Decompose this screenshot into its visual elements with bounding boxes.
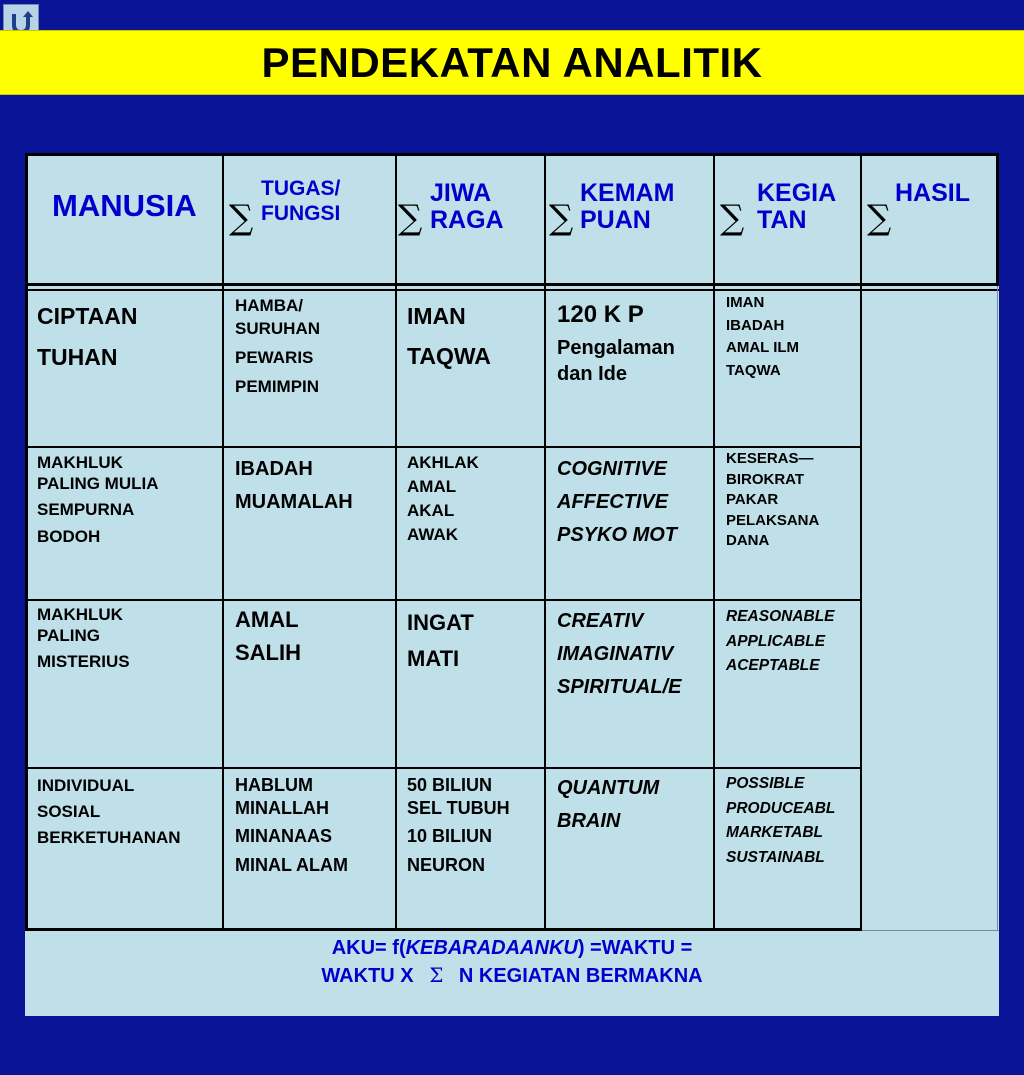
cell-line: SEL TUBUH	[407, 798, 510, 818]
cell-line: MAKHLUK	[37, 605, 123, 624]
cell-line: PEMIMPIN	[235, 377, 320, 396]
cell-line: MUAMALAH	[235, 491, 353, 513]
cell-line: BIROKRAT	[726, 470, 805, 488]
cell-line: IBADAH	[235, 458, 313, 480]
header-divider	[25, 283, 999, 286]
row3-tugas	[235, 603, 301, 669]
formula-text: WAKTU X	[321, 965, 414, 987]
row2-kegia	[726, 449, 819, 552]
cell-line: IMAGINATIV	[557, 643, 674, 665]
header-kemam	[580, 180, 674, 234]
cell-line: NEURON	[407, 855, 486, 875]
page-title: PENDEKATAN ANALITIK	[261, 38, 763, 86]
header-divider-2	[25, 289, 999, 291]
table-border-right	[996, 153, 999, 286]
cell-line: PAKAR	[726, 491, 779, 508]
header-kemam-line2: PUAN	[580, 206, 651, 234]
header-hasil: HASIL	[895, 179, 970, 207]
cell-line: BERKETUHANAN	[37, 828, 181, 847]
cell-line: MAKHLUK	[37, 453, 123, 472]
cell-line: COGNITIVE	[557, 458, 668, 480]
cell-line: MISTERIUS	[37, 652, 130, 671]
row4-manusia	[37, 773, 181, 851]
cell-line: MINANAAS	[235, 826, 332, 846]
table-border-left	[25, 153, 28, 931]
row3-jiwa	[407, 605, 474, 677]
cell-line: APPLICABLE	[726, 632, 826, 650]
table-border-bottom	[25, 928, 861, 931]
row3-manusia	[37, 605, 130, 677]
cell-line: IMAN	[726, 294, 765, 311]
formula-box	[25, 934, 999, 1016]
header-tugas-line1: TUGAS/	[261, 177, 341, 200]
cell-line: 50 BILIUN	[407, 775, 493, 795]
cell-line: QUANTUM	[557, 777, 660, 799]
cell-line: MARKETABL	[726, 824, 824, 841]
cell-line: SEMPURNA	[37, 500, 135, 519]
row1-kegia	[726, 292, 799, 382]
cell-line: MINAL ALAM	[235, 855, 348, 875]
row2-tugas	[235, 453, 353, 519]
cell-line: IBADAH	[726, 316, 785, 334]
header-kegia-line2: TAN	[757, 206, 807, 234]
header-tugas	[261, 176, 340, 226]
cell-line: SOSIAL	[37, 802, 101, 821]
sigma-icon: ∑	[398, 198, 423, 238]
cell-line: 120 K P	[557, 301, 644, 328]
analytic-table	[25, 153, 999, 1015]
row2-manusia	[37, 453, 159, 549]
cell-line: MATI	[407, 646, 460, 671]
cell-line: SURUHAN	[235, 319, 320, 338]
row2-kemam	[557, 453, 677, 552]
header-jiwa	[430, 180, 504, 234]
cell-line: CIPTAAN	[37, 303, 138, 329]
cell-line: KESERAS—	[726, 450, 814, 467]
sigma-icon: ∑	[720, 198, 745, 238]
header-kegia	[757, 180, 836, 234]
row3-kegia	[726, 605, 835, 679]
row-divider-3	[25, 767, 861, 769]
row4-kemam	[557, 772, 659, 838]
cell-line: HAMBA/	[235, 296, 303, 315]
cell-line: TUHAN	[37, 344, 118, 370]
cell-line: SUSTAINABL	[726, 848, 825, 866]
formula-text: ) =WAKTU =	[577, 937, 693, 959]
row-divider-1	[25, 446, 861, 448]
header-kegia-line1: KEGIA	[757, 179, 837, 207]
row1-tugas	[235, 296, 320, 400]
cell-line: AMAL ILM	[726, 339, 800, 356]
cell-line: PRODUCEABL	[726, 799, 836, 817]
cell-line: MINALLAH	[235, 798, 329, 818]
cell-line: AKHLAK	[407, 453, 479, 472]
header-manusia: MANUSIA	[52, 188, 197, 223]
formula-emphasis: KEBARADAANKU	[405, 937, 578, 959]
cell-line: HABLUM	[235, 775, 313, 795]
sigma-icon: ∑	[867, 198, 892, 238]
row4-kegia	[726, 772, 835, 870]
col-divider-5	[860, 153, 862, 931]
cell-line: SPIRITUAL/E	[557, 676, 682, 698]
cell-line: 10 BILIUN	[407, 826, 493, 846]
cell-line: AKAL	[407, 501, 455, 520]
formula-line-1	[25, 935, 999, 962]
cell-line: POSSIBLE	[726, 775, 805, 792]
col-divider-3	[544, 153, 546, 931]
sigma-icon: ∑	[229, 198, 254, 238]
cell-line: AWAK	[407, 525, 458, 544]
formula-text: AKU= f(	[331, 937, 406, 959]
cell-line: PSYKO MOT	[557, 524, 678, 546]
row2-jiwa	[407, 451, 479, 547]
cell-line: PALING MULIA	[37, 474, 159, 493]
hasil-border-right	[997, 286, 998, 931]
cell-line: BRAIN	[557, 810, 621, 832]
row1-jiwa	[407, 296, 491, 376]
col-divider-2	[395, 153, 397, 931]
cell-line: AMAL	[235, 607, 299, 632]
cell-line: dan Ide	[557, 363, 628, 385]
cell-line: ACEPTABLE	[726, 657, 820, 674]
cell-line: PALING	[37, 626, 100, 645]
hasil-border-bottom	[861, 930, 999, 931]
row4-jiwa	[407, 774, 510, 878]
row4-tugas	[235, 774, 348, 878]
cell-line: INGAT	[407, 610, 474, 635]
row3-kemam	[557, 605, 681, 704]
cell-line: IMAN	[407, 303, 466, 329]
cell-line: Pengalaman	[557, 337, 675, 359]
row1-manusia	[37, 296, 138, 378]
cell-line: PELAKSANA	[726, 511, 820, 529]
cell-line: SALIH	[235, 640, 301, 665]
row1-kemam	[557, 296, 675, 386]
cell-line: DANA	[726, 532, 770, 549]
cell-line: TAQWA	[407, 343, 491, 369]
sigma-icon: Σ	[429, 963, 444, 987]
table-border-top	[25, 153, 999, 156]
cell-line: TAQWA	[726, 361, 781, 379]
col-divider-1	[222, 153, 224, 931]
cell-line: AFFECTIVE	[557, 491, 669, 513]
header-jiwa-line1: JIWA	[430, 179, 492, 207]
title-bar	[0, 30, 1024, 95]
cell-line: INDIVIDUAL	[37, 776, 135, 795]
formula-text: N KEGIATAN BERMAKNA	[458, 965, 703, 987]
cell-line: AMAL	[407, 477, 457, 496]
header-kemam-line1: KEMAM	[580, 179, 675, 207]
cell-line: CREATIV	[557, 610, 644, 632]
cell-line: BODOH	[37, 527, 101, 546]
sigma-icon: ∑	[549, 198, 574, 238]
header-tugas-line2: FUNGSI	[261, 202, 341, 225]
col-divider-4	[713, 153, 715, 931]
row-divider-2	[25, 599, 861, 601]
cell-line: PEWARIS	[235, 348, 314, 367]
formula-line-2	[25, 962, 999, 990]
header-jiwa-line2: RAGA	[430, 206, 504, 234]
cell-line: REASONABLE	[726, 608, 835, 625]
